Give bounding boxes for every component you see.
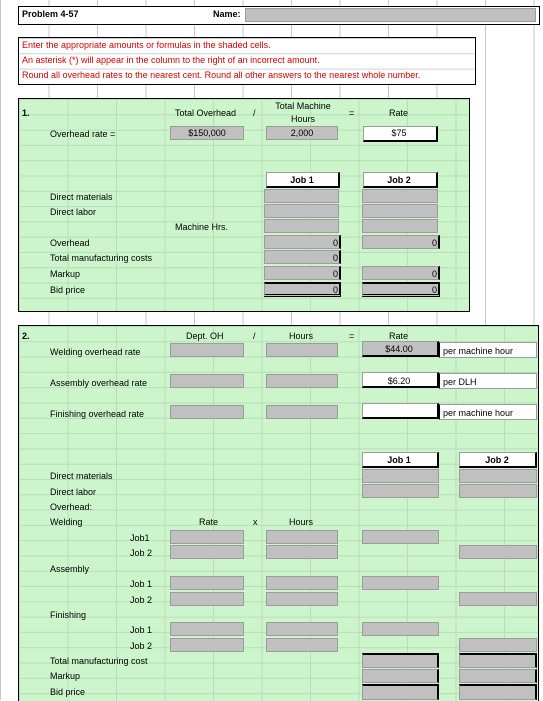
divide-symbol-2: / [253, 331, 256, 341]
finishing-job1-hours-input[interactable] [266, 622, 338, 636]
finishing-rate-output [362, 403, 439, 419]
col-rate: Rate [389, 108, 409, 118]
p2-job1-direct-materials-input[interactable] [362, 469, 439, 483]
total-overhead-value: $150,000 [188, 128, 226, 138]
p2-job2-total-mfg-input[interactable] [459, 653, 537, 668]
col-total-overhead: Total Overhead [175, 108, 237, 118]
equals-symbol: = [349, 108, 355, 118]
welding-job2-rate-input[interactable] [170, 545, 244, 559]
job2-direct-materials-input[interactable] [362, 189, 438, 203]
job1-header: Job 1 [290, 175, 314, 185]
finishing-overhead-label: Finishing overhead rate [50, 409, 145, 419]
finishing-job2-amount-input[interactable] [459, 638, 537, 652]
instruction-line-2: An asterisk (*) will appear in the column to the right of an incorrect amount. [22, 55, 320, 65]
markup-label: Markup [50, 269, 81, 279]
total-mfg-label: Total manufacturing costs [50, 253, 153, 263]
p2-direct-materials-label: Direct materials [50, 471, 113, 481]
part1-number: 1. [22, 108, 30, 118]
p2-job2-direct-labor-input[interactable] [459, 484, 537, 498]
assembly-job1-hours-input[interactable] [266, 576, 338, 590]
finishing-job2-rate-input[interactable] [170, 638, 244, 652]
p2-bid-price-label: Bid price [50, 687, 86, 697]
equals-symbol-2: = [349, 331, 355, 341]
name-label: Name: [213, 9, 241, 19]
p2-job2-direct-materials-input[interactable] [459, 469, 537, 483]
p2-total-mfg-label: Total manufacturing cost [50, 656, 148, 666]
p2-job1-total-mfg-input[interactable] [362, 653, 439, 668]
finishing-job1-amount-input[interactable] [362, 622, 439, 636]
finishing-hours-input[interactable] [266, 405, 338, 419]
total-machine-hours-value: 2,000 [290, 128, 314, 138]
instruction-line-3: Round all overhead rates to the nearest cent. Round all other answers to the nearest whole number. [22, 70, 421, 80]
p2-job2-header: Job 2 [485, 455, 509, 465]
welding-dept-oh-input[interactable] [170, 343, 244, 357]
col-total-machine-hours: Total Machine Hours [275, 101, 331, 124]
assembly-unit: per DLH [443, 377, 477, 387]
finishing-unit: per machine hour [443, 408, 514, 418]
name-input[interactable] [245, 8, 536, 22]
assembly-overhead-label: Assembly overhead rate [50, 378, 148, 388]
assembly-job2-amount-input[interactable] [459, 592, 537, 606]
p2-assembly-label: Assembly [50, 564, 90, 574]
welding-job2-amount-input[interactable] [459, 545, 537, 559]
welding-job2-hours-input[interactable] [266, 545, 338, 559]
rate-value: $75 [391, 128, 407, 138]
assembly-job2-rate-input[interactable] [170, 592, 244, 606]
welding-job1-rate-input[interactable] [170, 530, 244, 544]
p2-hours-header: Hours [289, 517, 314, 527]
p2-job1-markup-input[interactable] [362, 669, 439, 683]
welding-unit: per machine hour [443, 346, 514, 356]
job2-overhead-value: 0 [431, 238, 437, 248]
p2-job1-header: Job 1 [387, 455, 411, 465]
p2-job1-direct-labor-input[interactable] [362, 484, 439, 498]
finishing-dept-oh-input[interactable] [170, 405, 244, 419]
finishing-job1-label: Job 1 [130, 625, 153, 635]
col-hours: Hours [289, 331, 314, 341]
direct-materials-label: Direct materials [50, 192, 113, 202]
p2-job1-bid-price-input[interactable] [362, 684, 439, 700]
welding-job1-label: Job1 [130, 533, 150, 543]
bid-price-label: Bid price [50, 285, 86, 295]
p2-rate-header: Rate [199, 517, 219, 527]
overhead-rate-label: Overhead rate = [50, 129, 116, 139]
welding-job1-hours-input[interactable] [266, 530, 338, 544]
finishing-job2-label: Job 2 [130, 641, 153, 651]
job2-direct-labor-input[interactable] [362, 204, 438, 218]
assembly-dept-oh-input[interactable] [170, 374, 244, 388]
job2-header: Job 2 [387, 175, 411, 185]
problem-title: Problem 4-57 [22, 9, 79, 19]
job1-direct-materials-input[interactable] [264, 189, 339, 203]
direct-labor-label: Direct labor [50, 207, 97, 217]
job1-total-mfg-value: 0 [332, 253, 338, 263]
welding-hours-input[interactable] [266, 343, 338, 357]
part2-number: 2. [22, 331, 30, 341]
col-dept-oh: Dept. OH [186, 331, 224, 341]
divide-symbol: / [253, 108, 256, 118]
welding-job1-amount-input[interactable] [362, 530, 439, 544]
job1-direct-labor-input[interactable] [264, 204, 339, 218]
job1-markup-value: 0 [332, 269, 338, 279]
p2-overhead-label: Overhead: [50, 502, 93, 512]
job1-machine-hrs-input[interactable] [264, 219, 339, 233]
job1-overhead-value: 0 [332, 238, 338, 248]
machine-hrs-label: Machine Hrs. [175, 222, 229, 232]
welding-job2-label: Job 2 [130, 548, 153, 558]
p2-job2-markup-input[interactable] [459, 669, 537, 683]
assembly-hours-input[interactable] [266, 374, 338, 388]
overhead-label: Overhead [50, 238, 90, 248]
p2-welding-label: Welding [50, 517, 83, 527]
job2-bid-price-value: 0 [431, 285, 437, 295]
job2-markup-value: 0 [431, 269, 437, 279]
job1-bid-price-value: 0 [332, 285, 338, 295]
assembly-job1-label: Job 1 [130, 579, 153, 589]
p2-direct-labor-label: Direct labor [50, 487, 97, 497]
p2-markup-label: Markup [50, 671, 81, 681]
instruction-line-1: Enter the appropriate amounts or formulas in the shaded cells. [22, 40, 271, 50]
p2-finishing-label: Finishing [50, 610, 87, 620]
assembly-job1-amount-input[interactable] [362, 576, 439, 590]
assembly-job1-rate-input[interactable] [170, 576, 244, 590]
assembly-job2-label: Job 2 [130, 595, 153, 605]
welding-rate-value: $44.00 [385, 344, 413, 354]
p2-times-symbol: x [253, 517, 258, 527]
job2-machine-hrs-input[interactable] [362, 219, 438, 233]
finishing-job2-hours-input[interactable] [266, 638, 338, 652]
assembly-rate-value: $6.20 [387, 376, 411, 386]
p2-job2-bid-price-input[interactable] [459, 684, 537, 700]
assembly-job2-hours-input[interactable] [266, 592, 338, 606]
welding-overhead-label: Welding overhead rate [50, 347, 141, 357]
finishing-job1-rate-input[interactable] [170, 622, 244, 636]
col-rate-2: Rate [389, 331, 409, 341]
